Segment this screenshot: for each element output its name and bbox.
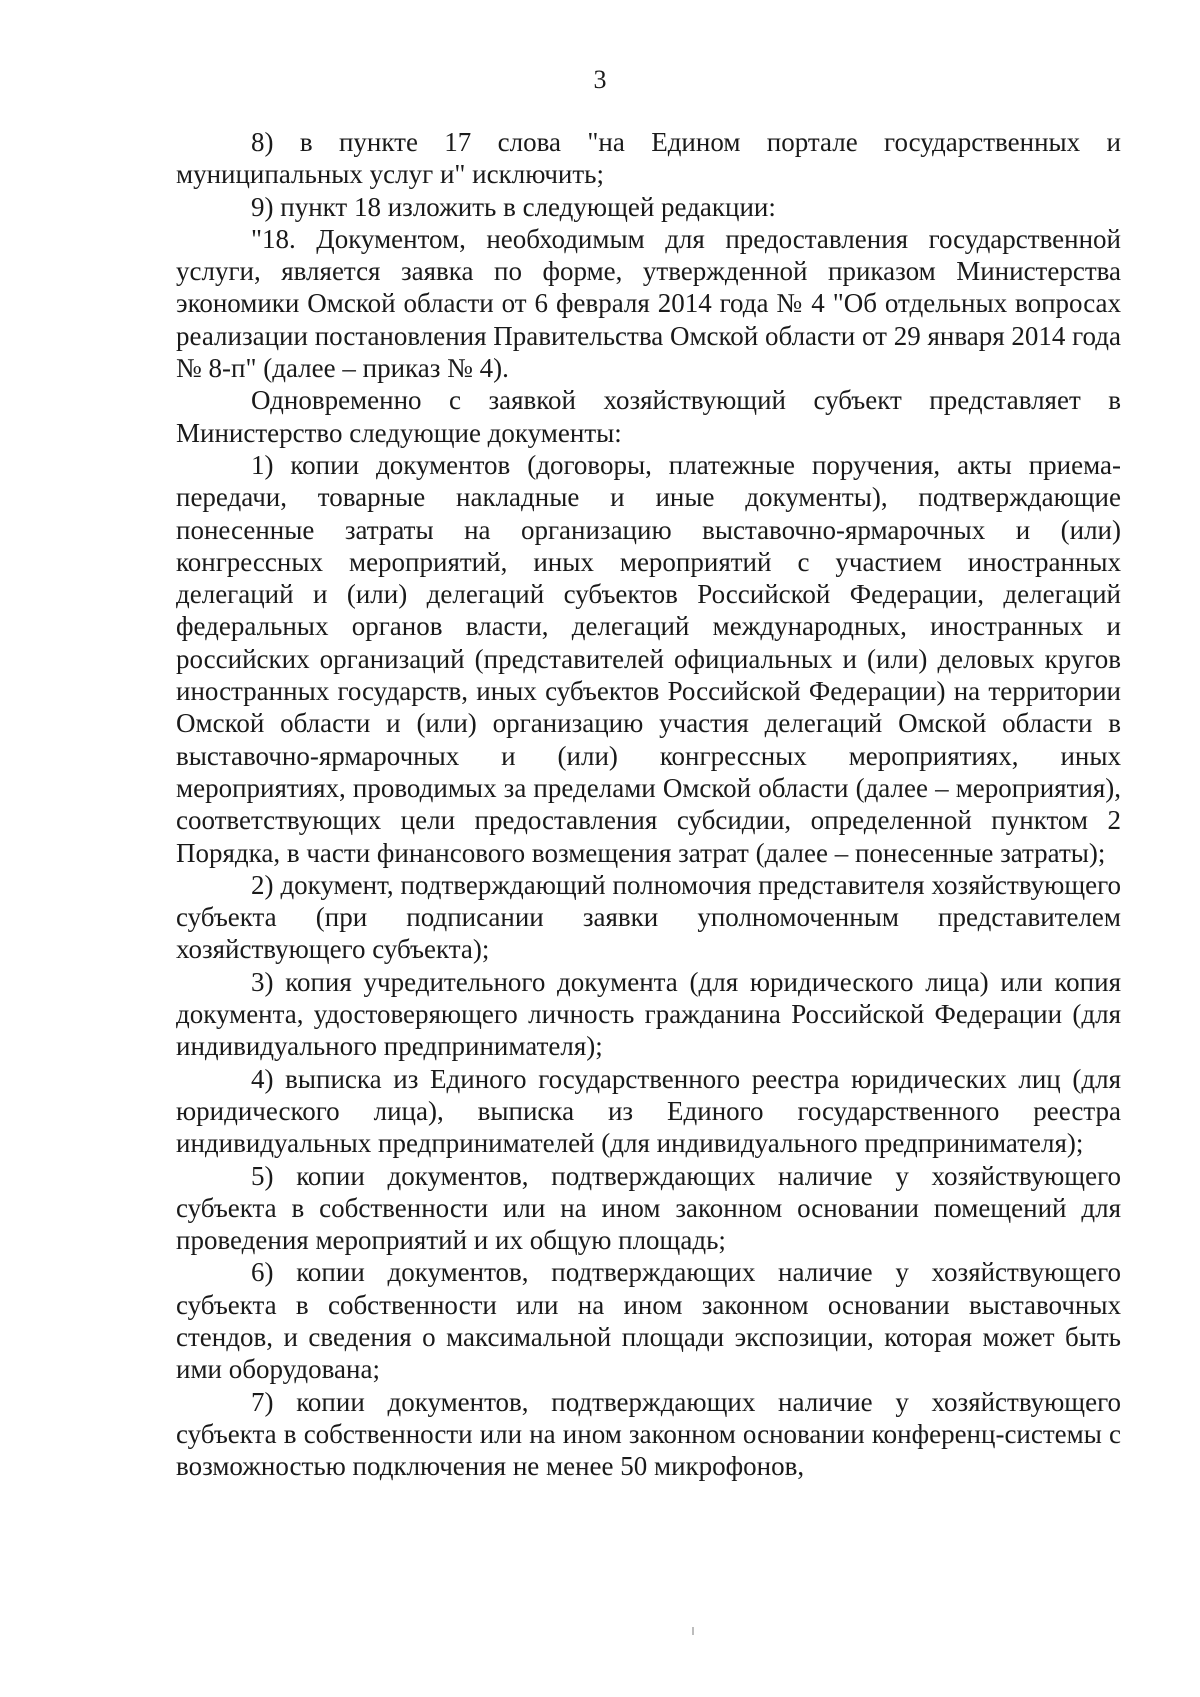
page-number: 3: [593, 65, 607, 94]
list-item-1: 1) копии документов (договоры, платежные поручения, акты приема-передачи, товарные накладные и иные документы), подтверждающие понесенные затраты на организацию выставочно-ярмарочных и (или) конгрессных мероприятий, иных мероприятий с участием иностранных делегаций и (или) делегаций субъектов Российской Федерации, делегаций федеральных органов власти, делегаций международных, иностранных и российских организаций (представителей официальных и (или) деловых кругов иностранных государств, иных субъектов Российской Федерации) на территории Омской области и (или) организацию участия делегаций Омской области в выставочно-ярмарочных и (или) конгрессных мероприятиях, иных мероприятиях, проводимых за пределами Омской области (далее – мероприятия), соответствующих цели предоставления субсидии, определенной пунктом 2 Порядка, в части финансового возмещения затрат (далее – понесенные затраты);: [176, 449, 1121, 868]
paragraph-item-8: 8) в пункте 17 слова "на Едином портале государственных и муниципальных услуг и" исключить;: [176, 127, 1121, 190]
paragraph-item-9: 9) пункт 18 изложить в следующей редакции:: [251, 191, 776, 222]
list-item-5: 5) копии документов, подтверждающих наличие у хозяйствующего субъекта в собственности или на ином законном основании помещений для проведения мероприятий и их общую площадь;: [176, 1160, 1121, 1256]
paragraph-clause-18: "18. Документом, необходимым для предоставления государственной услуги, является заявка по форме, утвержденной приказом Министерства экономики Омской области от 6 февраля 2014 года № 4 "Об отдельных вопросах реализации постановления Правительства Омской области от 29 января 2014 года № 8-п" (далее – приказ № 4).: [176, 223, 1121, 384]
scan-artifact-mark: [692, 1627, 694, 1635]
list-item-4: 4) выписка из Единого государственного реестра юридических лиц (для юридического лица), выписка из Единого государственного реестра индивидуальных предпринимателей (для индивидуального предпринимателя);: [176, 1063, 1121, 1159]
document-body: [176, 126, 1121, 1482]
list-item-3: 3) копия учредительного документа (для юридического лица) или копия документа, удостоверяющего личность гражданина Российской Федерации (для индивидуального предпринимателя);: [176, 966, 1121, 1062]
list-item-6: 6) копии документов, подтверждающих наличие у хозяйствующего субъекта в собственности или на ином законном основании выставочных стендов, и сведения о максимальной площади экспозиции, которая может быть ими оборудована;: [176, 1257, 1121, 1385]
list-item-2: 2) документ, подтверждающий полномочия представителя хозяйствующего субъекта (при подписании заявки уполномоченным представителем хозяйствующего субъекта);: [176, 869, 1121, 965]
list-item-7: 7) копии документов, подтверждающих наличие у хозяйствующего субъекта в собственности или на ином законном основании конференц-системы с возможностью подключения не менее 50 микрофонов,: [176, 1386, 1121, 1482]
paragraph-documents-intro: Одновременно с заявкой хозяйствующий субъект представляет в Министерство следующие документы:: [176, 385, 1121, 448]
